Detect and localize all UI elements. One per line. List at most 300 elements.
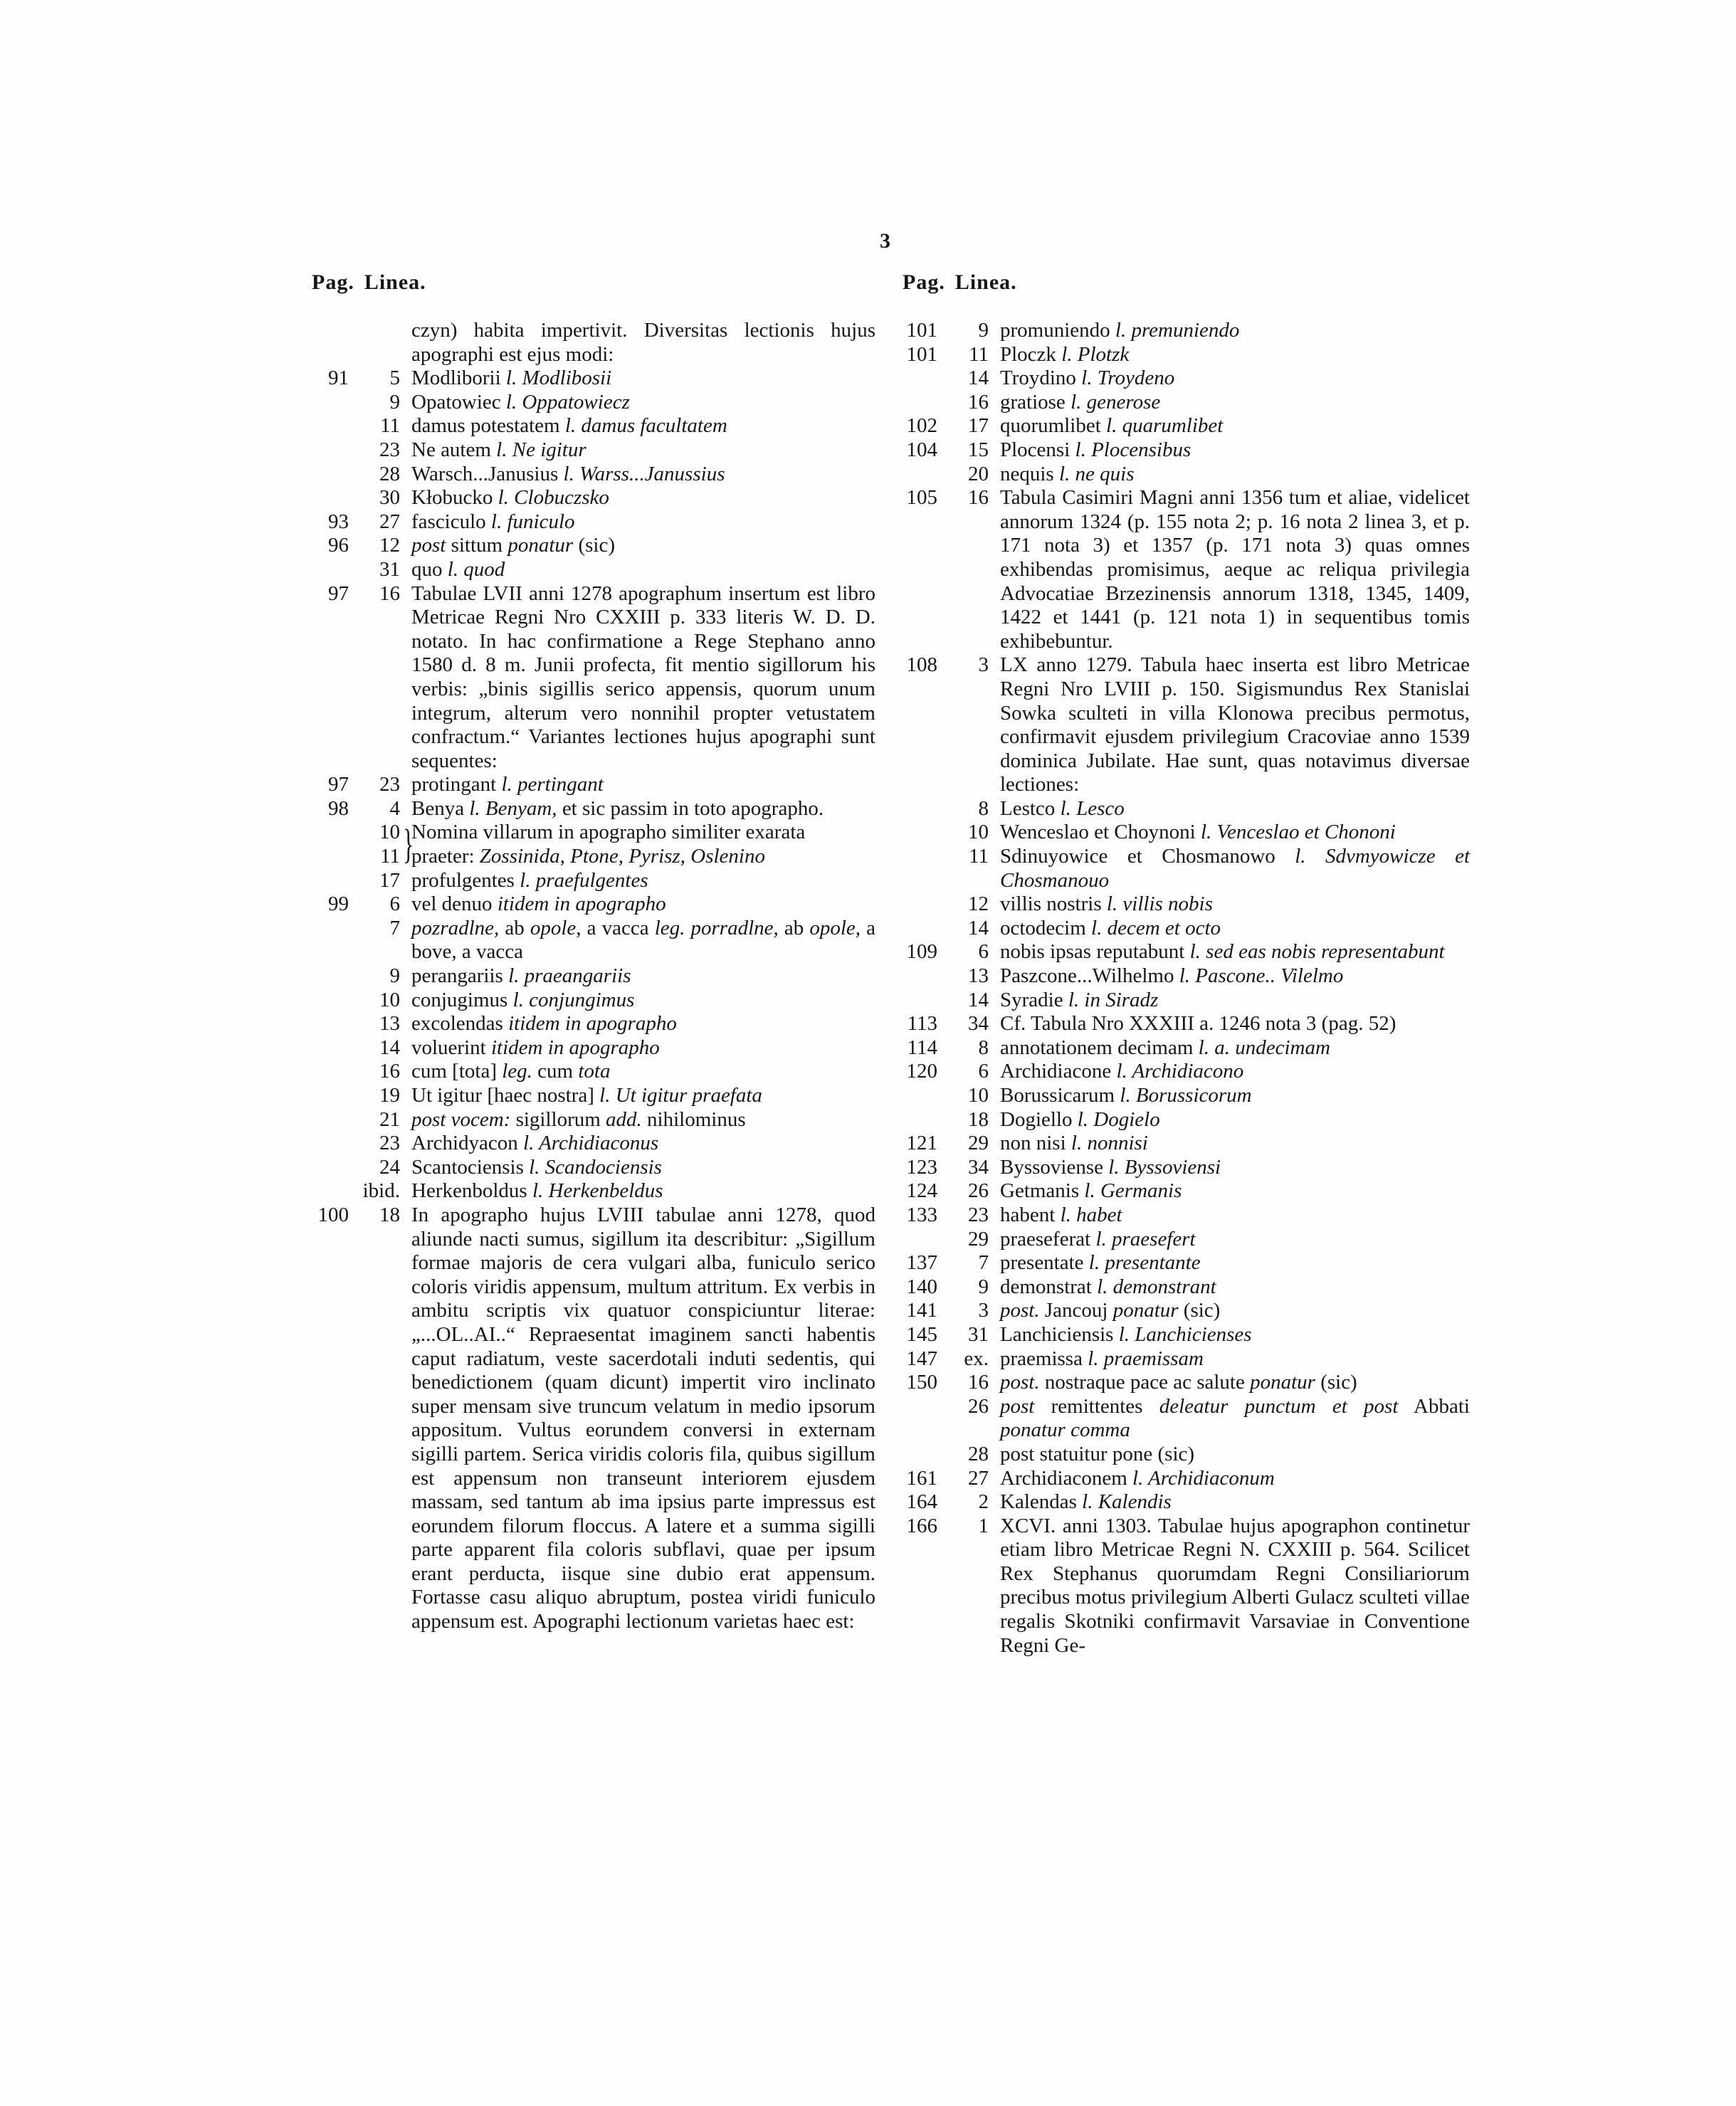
- errata-entry: [893, 1395, 1470, 1443]
- italic-segment: l. Plotzk: [1061, 342, 1130, 366]
- text-segment: sigillorum: [510, 1107, 606, 1131]
- text-segment: post statuitur pone (sic): [1000, 1442, 1195, 1465]
- correction-text: [411, 1036, 875, 1060]
- italic-segment: ponatur: [1250, 1371, 1315, 1394]
- text-segment: sittum: [446, 534, 508, 557]
- correction-text: [1000, 917, 1470, 941]
- text-segment: a bove, a vacca: [411, 916, 876, 964]
- italic-segment: l. Warss...Janussius: [563, 462, 725, 485]
- correction-text: [1000, 797, 1470, 821]
- page-ref: 137: [906, 1251, 937, 1275]
- errata-entry: [299, 391, 875, 415]
- correction-text: [1000, 1012, 1470, 1036]
- errata-entry: [299, 1060, 875, 1084]
- errata-entry: [299, 367, 875, 391]
- italic-segment: l. decem et octo: [1091, 916, 1221, 939]
- page-ref: 164: [906, 1490, 937, 1514]
- errata-entry: [893, 1275, 1470, 1300]
- errata-entry: [299, 1132, 875, 1156]
- errata-entry: [893, 343, 1470, 367]
- correction-text: [1000, 438, 1470, 463]
- page-ref: 133: [906, 1203, 937, 1226]
- text-segment: Lanchiciensis: [1000, 1322, 1119, 1346]
- italic-segment: itidem in apographo: [508, 1012, 677, 1036]
- italic-segment: l. quod: [447, 557, 505, 581]
- errata-entry: [893, 1012, 1470, 1036]
- page-ref: 93: [328, 510, 349, 533]
- errata-entry: [893, 391, 1470, 415]
- correction-text: [411, 438, 875, 463]
- errata-entry: [893, 1179, 1470, 1204]
- page-ref: 105: [906, 486, 937, 510]
- errata-entry: [893, 1490, 1470, 1515]
- page-ref: 98: [328, 796, 349, 820]
- italic-segment: l. Venceslao et Chononi: [1200, 821, 1396, 844]
- line-ref: 12: [968, 893, 989, 916]
- line-ref: ibid.: [362, 1179, 400, 1203]
- italic-segment: leg.: [502, 1060, 532, 1083]
- right-column-header: [903, 270, 1027, 295]
- italic-segment: l. habet: [1060, 1203, 1122, 1226]
- correction-text: [1000, 1084, 1470, 1108]
- line-ref: 11: [380, 414, 400, 438]
- correction-text: [1000, 1108, 1470, 1132]
- line-ref: 31: [379, 557, 400, 581]
- italic-segment: l. Oppatowiecz: [505, 390, 630, 414]
- errata-entry: [299, 558, 875, 582]
- line-ref: 19: [379, 1084, 400, 1107]
- text-segment: Lestco: [1000, 796, 1061, 820]
- italic-segment: ponatur: [507, 534, 574, 557]
- correction-text: [411, 367, 875, 391]
- errata-entry: [893, 845, 1470, 893]
- text-segment: Warsch...Janusius: [411, 462, 564, 485]
- header-linea: Linea.: [364, 270, 426, 294]
- errata-entry: [893, 319, 1470, 343]
- line-ref: 18: [968, 1107, 989, 1131]
- italic-segment: l. quarumlibet: [1106, 414, 1224, 438]
- errata-entry: [893, 1228, 1470, 1252]
- errata-entry: [299, 463, 875, 487]
- line-ref: 14: [968, 988, 989, 1011]
- italic-segment: l. Germanis: [1084, 1179, 1182, 1203]
- correction-text: [411, 989, 875, 1013]
- text-segment: Sdinuyowice et Chosmanowo: [1000, 845, 1295, 868]
- line-ref: 20: [968, 462, 989, 485]
- italic-segment: l. demonstrant: [1097, 1275, 1216, 1298]
- line-ref: 34: [968, 1012, 989, 1036]
- correction-text: [1000, 1156, 1470, 1180]
- errata-entry: [893, 1060, 1470, 1084]
- line-ref: 16: [968, 1371, 989, 1394]
- text-segment: damus potestatem: [411, 414, 565, 438]
- text-segment: remittentes: [1034, 1394, 1159, 1418]
- italic-segment: l. generose: [1070, 390, 1161, 414]
- line-ref: 16: [379, 1060, 400, 1083]
- page-ref: 109: [906, 940, 937, 964]
- text-segment: , a vacca: [576, 916, 655, 939]
- text-segment: praeter:: [411, 845, 480, 868]
- errata-entry: [893, 1371, 1470, 1395]
- italic-segment: l. Sdvmyowicze et Chosmanouo: [1000, 845, 1470, 892]
- correction-text: [1000, 1036, 1470, 1060]
- errata-entry: [893, 486, 1470, 653]
- italic-segment: l. premuniendo: [1115, 319, 1240, 342]
- text-segment: Cf. Tabula Nro XXXIII a. 1246 nota 3 (pag. 52): [1000, 1012, 1396, 1036]
- line-ref: 13: [379, 1012, 400, 1036]
- line-ref: 16: [968, 486, 989, 510]
- errata-entry: [299, 319, 875, 367]
- errata-entry: [299, 989, 875, 1013]
- header-linea: Linea.: [954, 270, 1017, 294]
- correction-text: [411, 1084, 875, 1108]
- page-ref: 140: [906, 1275, 937, 1298]
- correction-text: [411, 414, 875, 438]
- text-segment: annotationem decimam: [1000, 1036, 1199, 1059]
- errata-entry: [299, 1108, 875, 1132]
- text-segment: Tabula Casimiri Magni anni 1356 tum et aliae, videlicet annorum 1324 (p. 155 nota 2; p. 16 nota 2 linea 3, et p. 171 nota 3) et 1357 (p. 171 nota 3) quas omnes exhibendas promisimus, aeque ac reliqua privilegia Advocatiae Brzezinensis annorum 1318, 1345, 1409, 1422 et 1441 (p. 121 nota 1) in sequentibus tomis exhibebuntur.: [1000, 486, 1470, 653]
- line-ref: 11: [969, 342, 989, 366]
- correction-text: [411, 1132, 875, 1156]
- italic-segment: l. funiculo: [490, 510, 575, 533]
- italic-segment: l. Ut igitur praefata: [599, 1084, 762, 1107]
- italic-segment: Zossinida, Ptone, Pyrisz, Oslenino: [479, 845, 765, 868]
- correction-text: [1000, 391, 1470, 415]
- page-ref: 114: [907, 1036, 937, 1059]
- text-segment: Ploczk: [1000, 342, 1062, 366]
- text-segment: demonstrat: [1000, 1275, 1098, 1298]
- correction-text: [411, 1156, 875, 1180]
- line-ref: 2: [978, 1490, 989, 1514]
- correction-text: [1000, 367, 1470, 391]
- errata-entry: [893, 653, 1470, 797]
- errata-entry: [893, 367, 1470, 391]
- errata-entry: [893, 438, 1470, 463]
- correction-text: [411, 463, 875, 487]
- text-segment: Jancouj: [1039, 1299, 1113, 1322]
- errata-entry: [299, 414, 875, 438]
- errata-entry: [893, 1443, 1470, 1467]
- text-segment: Abbati: [1398, 1394, 1470, 1418]
- line-ref: 27: [968, 1466, 989, 1490]
- italic-segment: l. villis nobis: [1106, 893, 1213, 916]
- errata-entry: [299, 438, 875, 463]
- line-ref: 6: [978, 1060, 989, 1083]
- text-segment: voluerint: [411, 1036, 491, 1059]
- errata-entry: [893, 1299, 1470, 1323]
- correction-text: [1000, 845, 1470, 893]
- correction-text: [1000, 1060, 1470, 1084]
- line-ref: 9: [389, 964, 400, 988]
- page-ref: 145: [906, 1322, 937, 1346]
- line-ref: 24: [379, 1155, 400, 1179]
- line-ref: 27: [379, 510, 400, 533]
- italic-segment: post.: [1000, 1299, 1040, 1322]
- line-ref: 18: [379, 1203, 400, 1226]
- correction-text: [411, 1204, 875, 1634]
- text-segment: Opatowiec: [411, 390, 506, 414]
- correction-text: [1000, 1132, 1470, 1156]
- line-ref: 34: [968, 1155, 989, 1179]
- correction-text: [411, 845, 875, 869]
- italic-segment: opole,: [809, 916, 861, 939]
- line-ref: 13: [968, 964, 989, 988]
- italic-segment: l. Ne igitur: [496, 438, 586, 461]
- line-ref: 30: [379, 486, 400, 510]
- errata-entry: [893, 1036, 1470, 1060]
- errata-entry: [299, 917, 875, 964]
- italic-segment: l. sed eas nobis representabunt: [1189, 940, 1445, 964]
- text-segment: In apographo hujus LVIII tabulae anni 1278, quod aliunde nacti sumus, sigillum ita describitur: „Sigillum formae majoris de cera vulgari alba, funiculo serico coloris viridis appensum, multum attritum. Ex verbis in ambitu scriptis vix quatuor conspiciuntur literae: „...OL..AI..“ Repraesentat imaginem sancti habentis caput radiatum, veste sacerdotali induti sedentis, qui benedictionem (quam dicunt) impertit viro inclinato super mensam sive truncum velatum in medio ipsorum appositum. Vultus eorundem conversi in externam sigilli partem. Serica viridis coloris fila, quibus sigillum est appensum non transeunt interiorem ejusdem massam, sed tantum ab ima ipsius parte impressus est eorundem filorum floccus. A latere et a summa sigilli parte apparent fila coloris subflavi, quae per ipsum erant perducta, iisque sine dubio erat appensum. Fortasse casu aliquo abruptum, postea viridi funiculo appensum est. Apographi lectionum varietas haec est:: [411, 1203, 875, 1633]
- correction-text: [411, 893, 875, 917]
- line-ref: 12: [379, 534, 400, 557]
- errata-entry: [893, 1156, 1470, 1180]
- line-ref: 7: [978, 1251, 989, 1275]
- text-segment: vel denuo: [411, 893, 498, 916]
- correction-text: [1000, 940, 1470, 964]
- text-segment: LX anno 1279. Tabula haec inserta est libro Metricae Regni Nro LVIII p. 150. Sigismundus Rex Stanislai Sowka sculteti in villa Klonowa precibus permotus, confirmavit ejusdem privilegium Cracoviae anno 1539 dominica Jubilate. Hae sunt, quas notavimus diversae lectiones:: [1000, 653, 1470, 796]
- errata-entry: [299, 534, 875, 558]
- italic-segment: l. Archidiacono: [1116, 1060, 1244, 1083]
- text-segment: XCVI. anni 1303. Tabulae hujus apographon continetur etiam libro Metricae Regni N. CXXIII p. 564. Scilicet Rex Stephanus quorumdam Regni Consiliariorum precibus motus privilegium Alberti Gulacz sculteti villae regalis Skotniki confirmavit Varsaviae in Conventione Regni Ge-: [1000, 1514, 1470, 1657]
- correction-text: [1000, 1490, 1470, 1515]
- text-segment: villis nostris: [1000, 893, 1107, 916]
- line-ref: 7: [389, 916, 400, 939]
- text-segment: Archidiacone: [1000, 1060, 1117, 1083]
- italic-segment: l. praeangariis: [508, 964, 631, 988]
- left-column-header: [312, 270, 436, 295]
- italic-segment: itidem in apographo: [490, 1036, 660, 1059]
- page-ref: 161: [906, 1466, 937, 1490]
- italic-segment: l. praesefert: [1095, 1227, 1196, 1251]
- italic-segment: deleatur punctum et post: [1159, 1394, 1399, 1418]
- text-segment: ab: [499, 916, 530, 939]
- italic-segment: post.: [1000, 1371, 1040, 1394]
- text-segment: Archidiaconem: [1000, 1466, 1133, 1490]
- italic-segment: l. Troydeno: [1081, 367, 1175, 390]
- line-ref: 11: [380, 845, 400, 868]
- italic-segment: itidem in apographo: [497, 893, 666, 916]
- errata-entry: [893, 1251, 1470, 1275]
- correction-text: [1000, 1299, 1470, 1323]
- correction-text: [1000, 343, 1470, 367]
- correction-text: [1000, 1251, 1470, 1275]
- line-ref: 21: [379, 1107, 400, 1131]
- text-segment: Borussicarum: [1000, 1084, 1120, 1107]
- italic-segment: l. Modlibosii: [505, 367, 612, 390]
- italic-segment: l. Archidiaconus: [523, 1132, 659, 1155]
- text-segment: promuniendo: [1000, 319, 1115, 342]
- correction-text: [411, 319, 875, 367]
- correction-text: [411, 821, 875, 845]
- line-ref: 10: [379, 988, 400, 1011]
- line-ref: 15: [968, 438, 989, 461]
- errata-entry: [893, 1347, 1470, 1371]
- correction-text: [1000, 1204, 1470, 1228]
- page-ref: 101: [906, 342, 937, 366]
- errata-entry: [299, 486, 875, 510]
- correction-text: [1000, 893, 1470, 917]
- correction-text: [1000, 319, 1470, 343]
- line-ref: 1: [978, 1514, 989, 1537]
- text-segment: praemissa: [1000, 1347, 1088, 1370]
- text-segment: Archidyacon: [411, 1132, 524, 1155]
- correction-text: [1000, 1179, 1470, 1204]
- errata-entry: [299, 964, 875, 989]
- text-segment: perangariis: [411, 964, 509, 988]
- correction-text: [411, 582, 875, 774]
- text-segment: nequis: [1000, 462, 1059, 485]
- errata-entry: [299, 845, 875, 869]
- errata-entry: [299, 510, 875, 535]
- line-ref: 17: [379, 868, 400, 892]
- errata-entry: [893, 821, 1470, 845]
- correction-text: [411, 964, 875, 989]
- line-ref: 11: [969, 845, 989, 868]
- line-ref: 23: [968, 1203, 989, 1226]
- left-errata-column: [299, 319, 875, 1634]
- text-segment: fasciculo: [411, 510, 491, 533]
- text-segment: Getmanis: [1000, 1179, 1085, 1203]
- line-ref: 4: [389, 796, 400, 820]
- italic-segment: l. Byssoviensi: [1108, 1155, 1221, 1179]
- errata-entry: [299, 869, 875, 893]
- line-ref: 10: [379, 821, 400, 844]
- italic-segment: l. Lesco: [1060, 796, 1125, 820]
- text-segment: octodecim: [1000, 916, 1092, 939]
- errata-entry: [299, 1156, 875, 1180]
- line-ref: 5: [389, 367, 400, 390]
- italic-segment: l. conjungimus: [512, 988, 635, 1011]
- text-segment: (sic): [1178, 1299, 1221, 1322]
- line-ref: 9: [978, 1275, 989, 1298]
- page-ref: 121: [906, 1132, 937, 1155]
- italic-segment: l. Scandociensis: [529, 1155, 662, 1179]
- errata-entry: [299, 773, 875, 797]
- correction-text: [1000, 486, 1470, 653]
- italic-segment: l. praemissam: [1088, 1347, 1204, 1370]
- errata-entry: [893, 1467, 1470, 1491]
- errata-entry: [893, 1323, 1470, 1347]
- line-ref: 26: [968, 1394, 989, 1418]
- line-ref: 16: [968, 390, 989, 414]
- correction-text: [411, 1108, 875, 1132]
- correction-text: [1000, 821, 1470, 845]
- page-ref: 141: [906, 1299, 937, 1322]
- errata-entry: [893, 989, 1470, 1013]
- errata-entry: [299, 1012, 875, 1036]
- page-ref: 99: [328, 893, 349, 916]
- text-segment: Troydino: [1000, 367, 1082, 390]
- page-ref: 104: [906, 438, 937, 461]
- page-ref: 91: [328, 367, 349, 390]
- line-ref: 23: [379, 438, 400, 461]
- correction-text: [1000, 1347, 1470, 1371]
- text-segment: nihilominus: [641, 1107, 746, 1131]
- page-number: 3: [880, 229, 890, 253]
- errata-entry: [893, 893, 1470, 917]
- text-segment: presentate: [1000, 1251, 1089, 1275]
- page-ref: 147: [906, 1347, 937, 1370]
- text-segment: Wenceslao et Choynoni: [1000, 821, 1201, 844]
- correction-text: [411, 773, 875, 797]
- text-segment: Modliborii: [411, 367, 506, 390]
- page-ref: 97: [328, 773, 349, 796]
- errata-entry: [893, 797, 1470, 821]
- line-ref: 9: [978, 319, 989, 342]
- errata-entry: [893, 1108, 1470, 1132]
- text-segment: ab: [778, 916, 810, 939]
- italic-segment: post vocem:: [411, 1107, 511, 1131]
- header-pag: Pag.: [312, 270, 354, 294]
- page-ref: 101: [906, 319, 937, 342]
- errata-entry: [893, 964, 1470, 989]
- text-segment: Herkenboldus: [411, 1179, 532, 1203]
- errata-entry: [299, 797, 875, 821]
- correction-text: [411, 917, 875, 964]
- line-ref: 6: [389, 893, 400, 916]
- italic-segment: add.: [606, 1107, 642, 1131]
- italic-segment: l. Pascone.. Vilelmo: [1179, 964, 1344, 988]
- header-pag: Pag.: [903, 270, 945, 294]
- correction-text: [411, 391, 875, 415]
- text-segment: nostraque pace ac salute: [1039, 1371, 1251, 1394]
- line-ref: 28: [379, 462, 400, 485]
- errata-entry: [893, 1515, 1470, 1658]
- italic-segment: l. Benyam,: [469, 796, 557, 820]
- text-segment: gratiose: [1000, 390, 1071, 414]
- text-segment: Paszcone...Wilhelmo: [1000, 964, 1179, 988]
- page-ref: 108: [906, 653, 937, 677]
- text-segment: (sic): [573, 534, 615, 557]
- correction-text: [1000, 463, 1470, 487]
- text-segment: Byssoviense: [1000, 1155, 1109, 1179]
- errata-entry: [893, 414, 1470, 438]
- line-ref: 14: [968, 367, 989, 390]
- italic-segment: l. pertingant: [501, 773, 604, 796]
- errata-entry: [299, 893, 875, 917]
- italic-segment: ponatur comma: [1000, 1418, 1130, 1442]
- correction-text: [1000, 989, 1470, 1013]
- line-ref: 10: [968, 1084, 989, 1107]
- errata-entry: [299, 1204, 875, 1634]
- text-segment: Syradie: [1000, 988, 1068, 1011]
- line-ref: 3: [978, 653, 989, 677]
- text-segment: praeseferat: [1000, 1227, 1096, 1251]
- errata-entry: [893, 1084, 1470, 1108]
- page-ref: 124: [906, 1179, 937, 1203]
- italic-segment: leg. porradlne,: [654, 916, 779, 939]
- italic-segment: l. ne quis: [1058, 462, 1135, 485]
- page-ref: 123: [906, 1155, 937, 1179]
- line-ref: 3: [978, 1299, 989, 1322]
- text-segment: nobis ipsas reputabunt: [1000, 940, 1190, 964]
- text-segment: habent: [1000, 1203, 1061, 1226]
- text-segment: Tabulae LVII anni 1278 apographum insertum est libro Metricae Regni Nro CXXIII p. 333 literis W. D. D. notato. In hac confirmatione a Rege Stephano anno 1580 d. 8 m. Junii profecta, fit mentio sigillorum his verbis: „binis sigillis serico appensis, quorum unum integrum, alterum vero nonnihil propter vetustatem confractum.“ Variantes lectiones hujus apographi sunt sequentes:: [411, 581, 875, 772]
- correction-text: [1000, 1395, 1470, 1443]
- italic-segment: l. a. undecimam: [1198, 1036, 1330, 1059]
- errata-entry: [893, 1132, 1470, 1156]
- line-ref: ex.: [964, 1347, 989, 1370]
- correction-text: [1000, 1443, 1470, 1467]
- correction-text: [411, 486, 875, 510]
- correction-text: [1000, 653, 1470, 797]
- text-segment: quorumlibet: [1000, 414, 1107, 438]
- text-segment: non nisi: [1000, 1132, 1071, 1155]
- errata-entry: [893, 940, 1470, 964]
- italic-segment: l. Clobuczsko: [498, 486, 609, 510]
- correction-text: [1000, 1371, 1470, 1395]
